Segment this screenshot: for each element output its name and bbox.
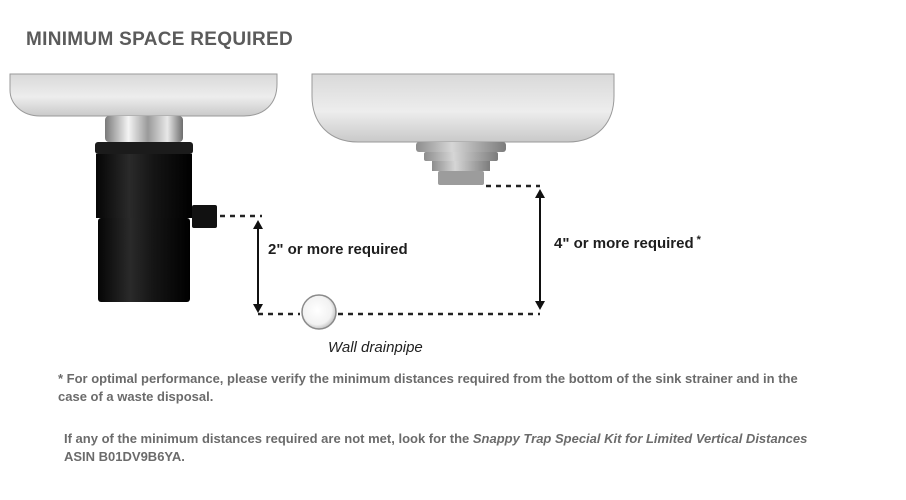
performance-note: * For optimal performance, please verify the minimum distances required from the bottom of the sink strainer and in the case of a waste disposal. [58,371,798,404]
kit-name: Snappy Trap Special Kit for Limited Vertical Distances [472,431,808,446]
right-clearance-label [554,233,701,254]
left-clearance-label: 2" or more required [268,241,408,258]
right-clearance-text: 4" or more required [554,235,694,252]
page-title: MINIMUM SPACE REQUIRED [26,29,293,50]
garbage-disposal-icon [95,116,217,302]
footnote-mark: * [696,234,701,246]
kit-note-prefix: If any of the minimum distances required are not met, look for the [64,431,473,446]
kit-note [64,430,824,466]
kit-note-suffix: ASIN B01DV9B6YA. [64,449,185,464]
drainpipe-label: Wall drainpipe [328,339,423,356]
dimension-arrow-icon [535,189,545,310]
dimension-arrow-icon [253,220,263,313]
sink-basin-icon [10,74,277,116]
sink-basin-icon [312,74,614,142]
sink-strainer-icon [416,142,506,185]
wall-drainpipe-icon [302,295,336,329]
